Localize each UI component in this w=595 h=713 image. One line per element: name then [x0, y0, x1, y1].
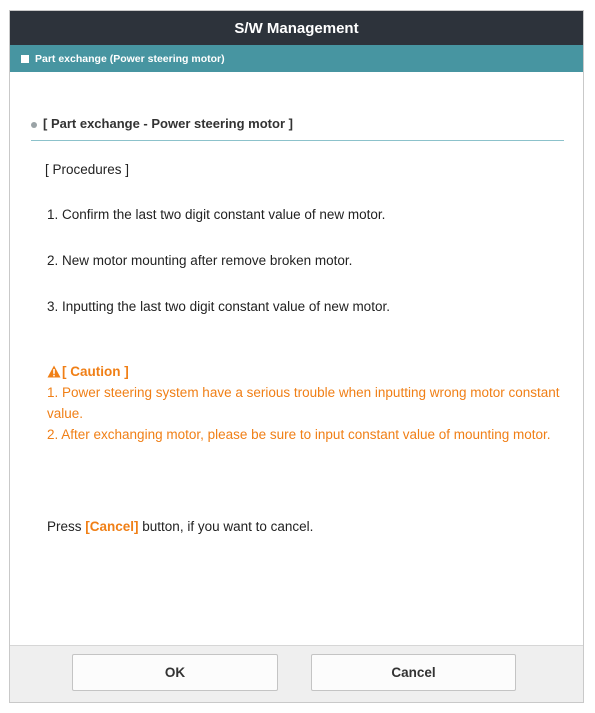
caution-line-2: 2. After exchanging motor, please be sure to input constant value of mounting motor.	[47, 427, 551, 442]
procedures-title: [ Procedures ]	[45, 162, 130, 177]
cancel-instruction	[47, 519, 313, 534]
heading-text: [ Part exchange - Power steering motor ]	[43, 116, 293, 131]
procedure-step-1: 1. Confirm the last two digit constant value of new motor.	[47, 207, 386, 222]
caution-line-1: 1. Power steering system have a serious trouble when inputting wrong motor constant value.	[47, 385, 560, 421]
cancel-instruction-prefix: Press	[47, 519, 86, 534]
caution-block	[47, 361, 567, 445]
sw-management-dialog	[9, 10, 584, 703]
caution-title	[47, 361, 567, 382]
procedure-step-3: 3. Inputting the last two digit constant value of new motor.	[47, 299, 390, 314]
square-bullet-icon	[21, 55, 29, 63]
content-area	[10, 72, 583, 646]
content-heading	[31, 116, 564, 141]
dialog-title: S/W Management	[234, 19, 359, 37]
caution-title-text: [ Caution ]	[62, 364, 129, 379]
cancel-button[interactable]: Cancel	[311, 654, 516, 691]
section-title: Part exchange (Power steering motor)	[35, 52, 225, 65]
dialog-title-bar	[10, 11, 583, 45]
warning-triangle-icon	[47, 365, 61, 378]
cancel-instruction-suffix: button, if you want to cancel.	[138, 519, 314, 534]
procedure-step-2: 2. New motor mounting after remove broken motor.	[47, 253, 353, 268]
dialog-footer	[10, 645, 583, 702]
circle-bullet-icon	[31, 122, 37, 128]
cancel-instruction-highlight: [Cancel]	[85, 519, 139, 534]
section-header	[10, 45, 583, 72]
ok-button[interactable]: OK	[72, 654, 278, 691]
